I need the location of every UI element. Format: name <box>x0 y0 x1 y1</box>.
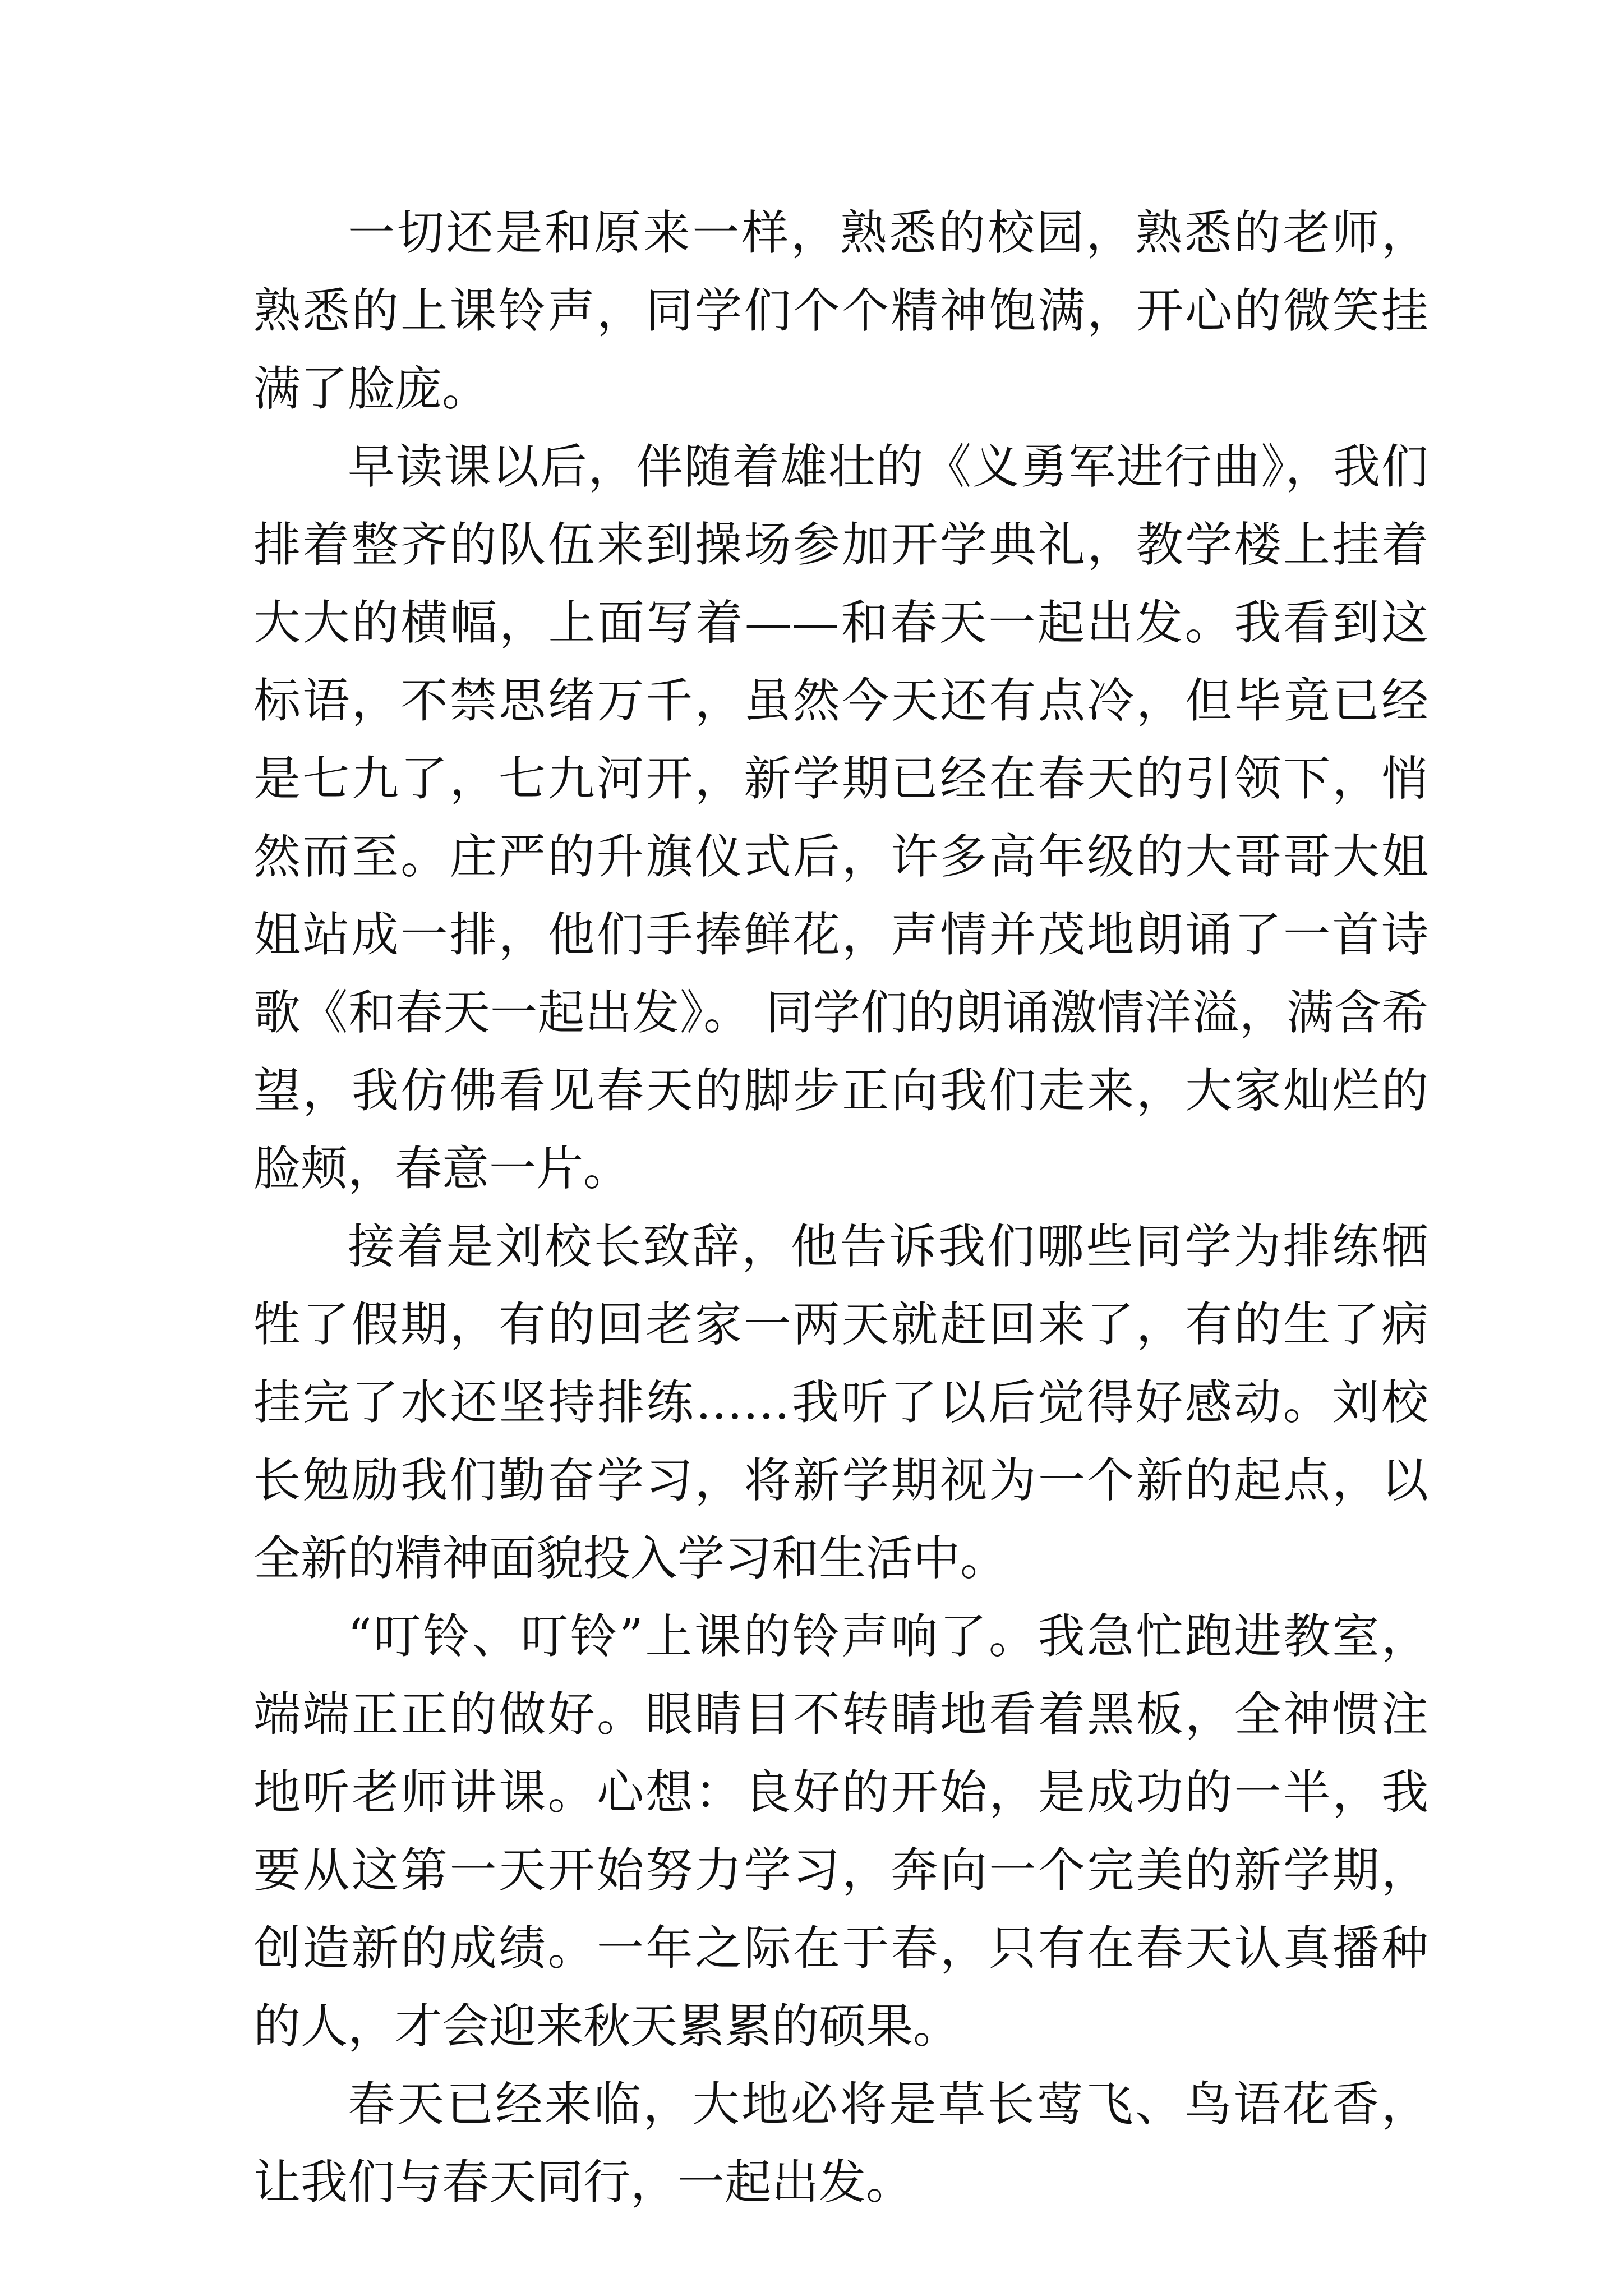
paragraph-5: 春天已经来临，大地必将是草长莺飞、鸟语花香，让我们与春天同行，一起出发。 <box>253 2077 1428 2210</box>
paragraph-4: “叮铃、叮铃”上课的铃声响了。我急忙跑进教室，端端正正的做好。眼睛目不转睛地看着黑板，全神惯注地听老师讲课。心想：良好的开始，是成功的一半，我要从这第一天开始努力学习，奔向一个完美的新学期，创造新的成绩。一年之际在于春，只有在春天认真播种的人，才会迎来秋天累累的硕果。 <box>253 1609 1428 2054</box>
paragraph-2: 早读课以后，伴随着雄壮的《义勇军进行曲》，我们排着整齐的队伍来到操场参加开学典礼，教学楼上挂着大大的横幅，上面写着——和春天一起出发。我看到这标语，不禁思绪万千，虽然今天还有点冷，但毕竟已经是七九了，七九河开，新学期已经在春天的引领下，悄然而至。庄严的升旗仪式后，许多高年级的大哥哥大姐姐站成一排，他们手捧鲜花，声情并茂地朗诵了一首诗歌《和春天一起出发》。 同学们的朗诵激情洋溢，满含希望，我仿佛看见春天的脚步正向我们走来，大家灿烂的脸颊，春意一片。 <box>253 439 1428 1196</box>
article-body <box>253 194 1428 2221</box>
paragraph-1: 一切还是和原来一样，熟悉的校园，熟悉的老师，熟悉的上课铃声，同学们个个精神饱满，开心的微笑挂满了脸庞。 <box>253 205 1428 416</box>
paragraph-3: 接着是刘校长致辞，他告诉我们哪些同学为排练牺牲了假期，有的回老家一两天就赶回来了，有的生了病挂完了水还坚持排练……我听了以后觉得好感动。刘校长勉励我们勤奋学习，将新学期视为一个新的起点，以全新的精神面貌投入学习和生活中。 <box>253 1219 1428 1586</box>
